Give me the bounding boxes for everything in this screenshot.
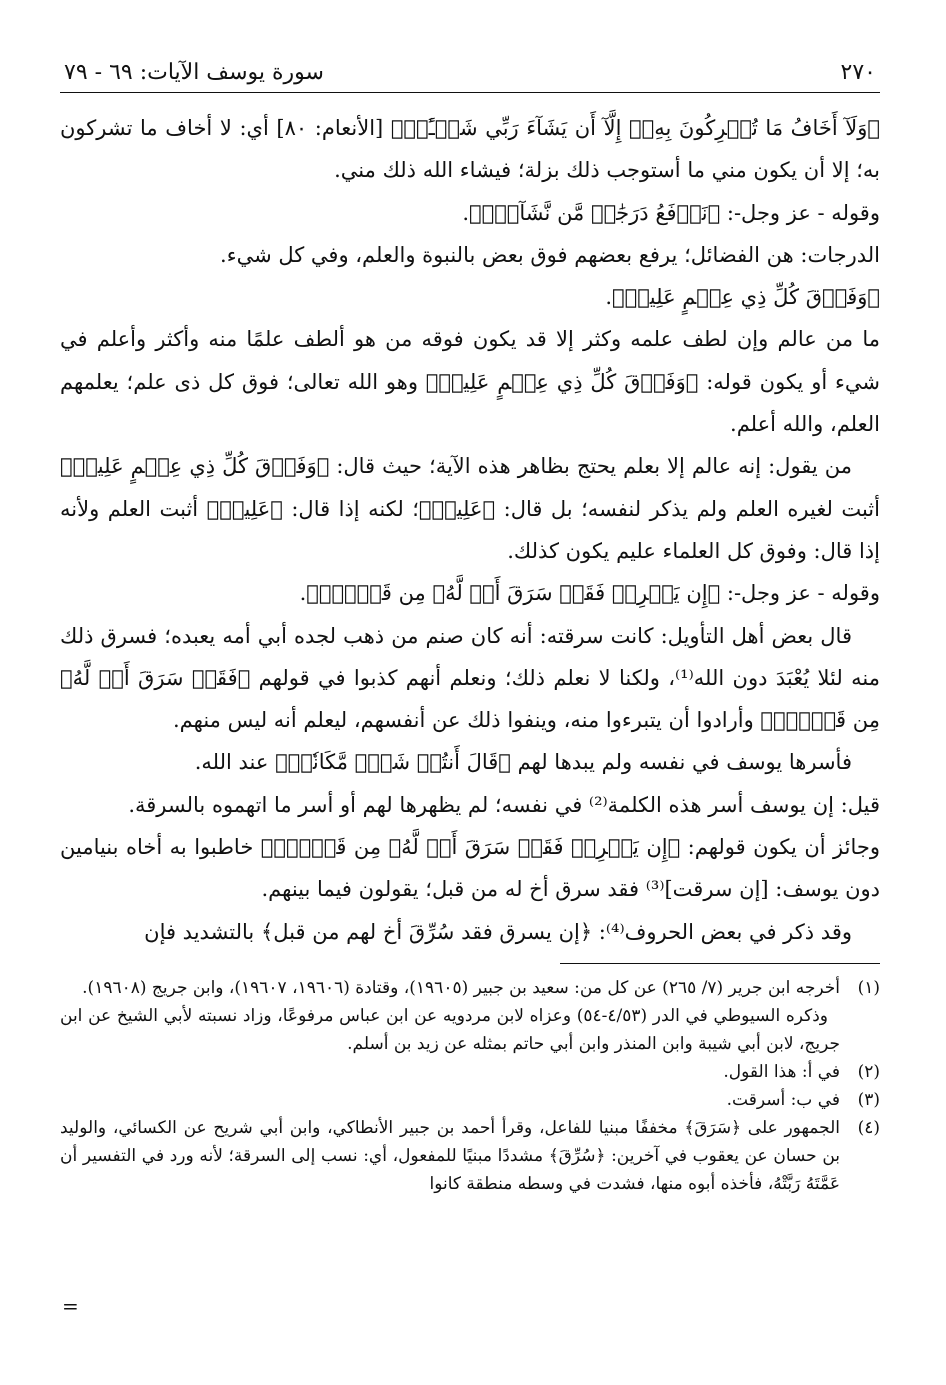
paragraph: قال بعض أهل التأويل: كانت سرقته: أنه كان صنم من ذهب لجده أبي أمه يعبده؛ فسرق ذلك منه لئلا يُعْبَدَ دون الله⁽¹⁾، ولكنا لا نعلم ذلك؛ ونعلم أنهم كذبوا في قولهم ﴿فَقَدۡ سَرَقَ أَخٞ لَّهُۥ مِن قَبۡلُۚ﴾ وأرادوا أن يتبرءوا منه، وينفوا ذلك عن أنفسهم، ليعلم أنه ليس منهم. [60,623,880,733]
footnotes [60,974,880,1198]
footnote [60,1114,880,1198]
paragraph: وقد ذكر في بعض الحروف⁽⁴⁾: ﴿إن يسرق فقد سُرِّقَ أخ لهم من قبل﴾ بالتشديد فإن [144,919,852,944]
book-page [60,56,880,1198]
continuation-mark: = [62,1294,79,1318]
paragraph: ما من عالم وإن لطف علمه وكثر إلا قد يكون فوقه من هو ألطف علمًا منه وأكثر وأعلم في شيء أو يكون قوله: ﴿وَفَوۡقَ كُلِّ ذِي عِلۡمٍ عَلِيمٞ﴾ وهو الله تعالى؛ فوق كل ذى علم؛ يعلمهم العلم، والله أعلم. [60,327,880,437]
header-rule [60,92,880,93]
paragraph: قيل: إن يوسف أسر هذه الكلمة⁽²⁾ في نفسه؛ لم يظهرها لهم أو أسر ما اتهموه بالسرقة. [128,792,880,817]
footnote-continuation: وذكره السيوطي في الدر (٤/٥٣-٥٤) وعزاه لابن مردويه عن ابن عباس مرفوعًا، وزاد نسبته لأبي الشيخ عن ابن جريج، لابن أبي شيبة وابن المنذر وابن أبي حاتم بمثله عن زيد بن أسلم. [60,1005,840,1054]
footnote-text: في ب: أسرقت. [726,1089,840,1110]
paragraph: ﴿وَلَآ أَخَافُ مَا تُشۡرِكُونَ بِهِۦٓ إِلَّآ أَن يَشَآءَ رَبِّي شَيۡـًٔاۗ﴾ [الأنعام: ٨٠] أي: لا أخاف ما تشركون به؛ إلا أن يكون مني ما أستوجب ذلك بزلة؛ فيشاء الله ذلك مني. [60,116,880,183]
paragraph: فأسرها يوسف في نفسه ولم يبدها لهم ﴿قَالَ أَنتُمۡ شَرّٞ مَّكَانٗاۖ﴾ عند الله. [194,750,852,775]
surah-title: سورة يوسف الآيات: ٦٩ - ٧٩ [64,60,324,85]
footnote-number: (١) [857,977,880,998]
footnote-text: أخرجه ابن جرير (٧/ ٢٦٥) عن كل من: سعيد بن جبير (١٩٦٠٥)، وقتادة (١٩٦٠٦، ١٩٦٠٧)، وابن جريج (١٩٦٠٨). [82,977,840,998]
footnote-number: (٣) [857,1089,880,1110]
paragraph: الدرجات: هن الفضائل؛ يرفع بعضهم فوق بعض بالنبوة والعلم، وفي كل شيء. [220,242,880,267]
footnote [60,974,880,1002]
paragraph: وقوله - عز وجل-: ﴿إِن يَسۡرِقۡ فَقَدۡ سَرَقَ أَخٞ لَّهُۥ مِن قَبۡلُۚ﴾. [299,581,880,606]
footnote-rule [560,963,880,964]
running-header [60,56,880,90]
footnote-text: في أ: هذا القول. [723,1061,840,1082]
footnote-number: (٤) [857,1117,880,1138]
footnote [60,1058,880,1086]
footnote-number: (٢) [857,1061,880,1082]
page-number: ٢٧٠ [840,60,876,85]
paragraph: من يقول: إنه عالم إلا بعلم يحتج بظاهر هذه الآية؛ حيث قال: ﴿وَفَوۡقَ كُلِّ ذِي عِلۡمٍ عَلِيمٞ﴾ أثبت لغيره العلم ولم يذكر لنفسه؛ بل قال: ﴿عَلِيمٞ﴾؛ لكنه إذا قال: ﴿عَلِيمٞ﴾ أثبت العلم ولأنه إذا قال: وفوق كل العلماء عليم يكون كذلك. [60,454,880,563]
paragraph: وقوله - عز وجل-: ﴿نَرۡفَعُ دَرَجَٰتٖ مَّن نَّشَآءُۗ﴾. [462,200,880,225]
paragraph: ﴿وَفَوۡقَ كُلِّ ذِي عِلۡمٍ عَلِيمٞ﴾. [605,285,880,310]
main-text [60,107,880,953]
paragraph: وجائز أن يكون قولهم: ﴿إِن يَسۡرِقۡ فَقَدۡ سَرَقَ أَخٞ لَّهُۥ مِن قَبۡلُۚ﴾ خاطبوا به أخاه بنيامين دون يوسف: [إن سرقت]⁽³⁾ فقد سرق أخ له من قبل؛ يقولون فيما بينهم. [60,835,880,902]
footnote [60,1086,880,1114]
footnote-text: الجمهور على ﴿سَرَقَ﴾ مخففًا مبنيا للفاعل، وقرأ أحمد بن جبير الأنطاكي، وابن أبي شريح عن الكسائي، والوليد بن حسان عن يعقوب في آخرين: ﴿سُرِّقَ﴾ مشددًا مبنيًا للمفعول، أي: نسب إلى السرقة؛ لأنه ورد في التفسير أن عَمَّتَهُ رَبَّتْهُ، فأخذه أبوه منها، فشدت في وسطه منطقة كانوا [60,1117,840,1194]
